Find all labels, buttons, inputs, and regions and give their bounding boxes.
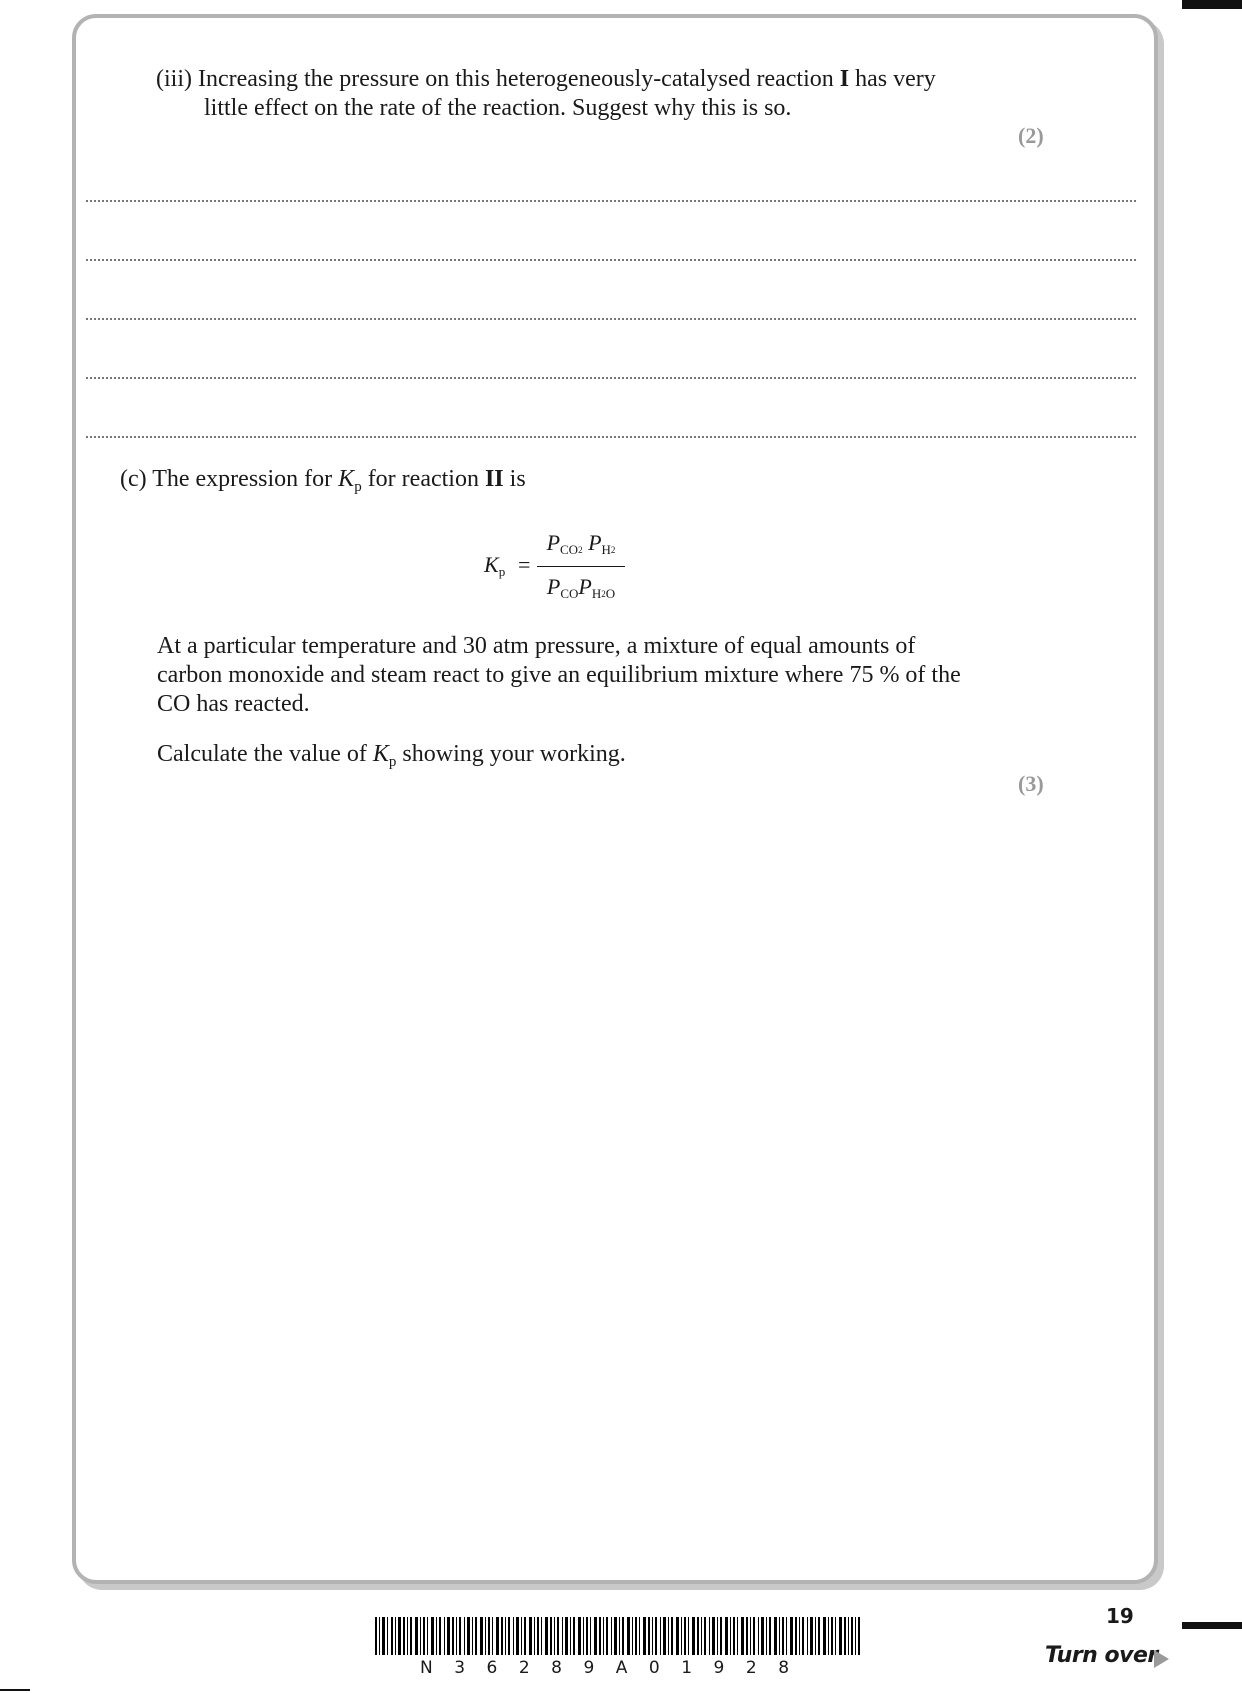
answer-line[interactable]: [86, 318, 1136, 320]
question-label: (iii): [156, 66, 192, 92]
formula-sub: H: [601, 542, 611, 557]
question-text: The expression for: [152, 466, 339, 492]
question-text: Calculate the value of: [157, 741, 373, 767]
formula-subsub: 2: [610, 545, 616, 555]
formula-subsub: 2: [578, 545, 583, 555]
fraction-bar: [537, 566, 625, 567]
question-c-para-line3: CO has reacted.: [157, 691, 310, 717]
turn-over-label: Turn over: [1045, 1643, 1158, 1668]
barcode-number: N36289A01928: [420, 1658, 811, 1678]
registration-mark: [1182, 1622, 1242, 1629]
page-number: 19: [1106, 1604, 1134, 1628]
registration-mark-left: [0, 1689, 30, 1691]
formula-sub: CO: [560, 586, 579, 601]
question-text: showing your working.: [396, 741, 626, 767]
kp-formula: [482, 530, 702, 610]
answer-box-frame: [72, 14, 1158, 1584]
marks-indicator: (2): [1018, 123, 1044, 148]
kp-symbol: K: [338, 466, 355, 492]
formula-k: K: [484, 552, 499, 577]
question-iii-line1: [156, 65, 936, 94]
formula-p: P: [588, 530, 602, 555]
formula-sub: CO: [560, 542, 579, 557]
formula-sub: O: [605, 586, 616, 601]
question-text: for reaction: [361, 466, 485, 492]
reaction-label: II: [484, 466, 504, 492]
marks-indicator: (3): [1018, 771, 1044, 796]
barcode: [375, 1617, 860, 1655]
formula-equals: =: [518, 552, 531, 577]
arrow-right-icon: [1154, 1650, 1169, 1668]
formula-subsub: 2: [601, 589, 606, 599]
corner-registration-mark: [1182, 0, 1242, 9]
answer-line[interactable]: [86, 259, 1136, 261]
question-c-para-line1: At a particular temperature and 30 atm pressure, a mixture of equal amounts of: [157, 633, 916, 659]
formula-numerator: [537, 530, 625, 558]
question-c-para-line2: carbon monoxide and steam react to give an equilibrium mixture where 75 % of the: [157, 662, 961, 688]
answer-line[interactable]: [86, 200, 1136, 202]
formula-p: P: [578, 574, 592, 599]
formula-lhs: [484, 552, 505, 580]
question-iii-line2: little effect on the rate of the reaction. Suggest why this is so.: [204, 95, 792, 121]
formula-k-sub: p: [498, 564, 506, 579]
question-text: is: [503, 466, 526, 492]
answer-line[interactable]: [86, 436, 1136, 438]
question-label: (c): [120, 466, 147, 492]
answer-line[interactable]: [86, 377, 1136, 379]
formula-denominator: [537, 574, 625, 602]
question-c-calc: [157, 740, 626, 777]
kp-subscript: p: [388, 754, 397, 770]
reaction-label: I: [839, 66, 850, 92]
question-text: has very: [849, 66, 936, 92]
kp-symbol: K: [372, 741, 389, 767]
formula-sub: H: [591, 586, 602, 601]
formula-p: P: [546, 530, 561, 555]
question-c-intro: [120, 465, 526, 502]
kp-subscript: p: [354, 479, 362, 495]
formula-p: P: [546, 574, 561, 599]
question-text: Increasing the pressure on this heterogeneously-catalysed reaction: [198, 66, 840, 92]
